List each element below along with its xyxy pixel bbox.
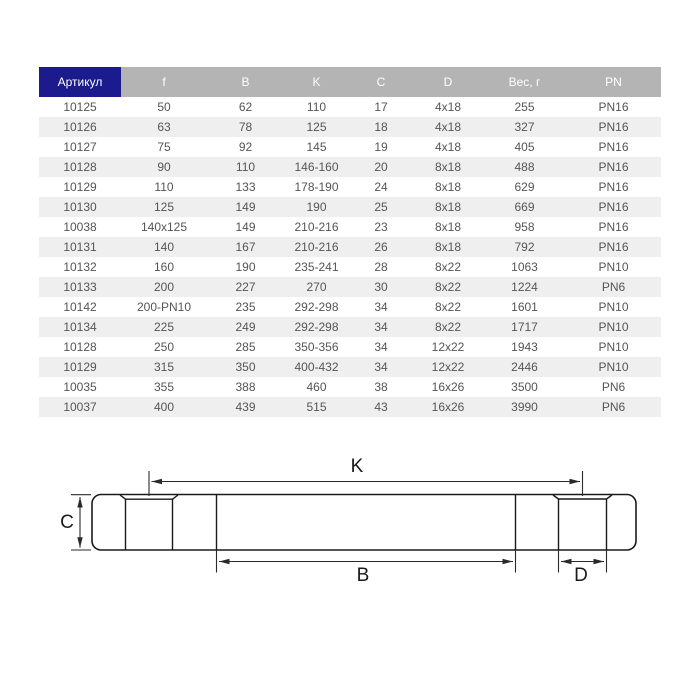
table-cell: 8x18 — [434, 160, 462, 174]
table-cell: 10125 — [63, 100, 97, 114]
table-row — [39, 117, 661, 137]
table-row — [39, 297, 661, 317]
table-cell: 327 — [514, 120, 535, 134]
table-cell: 1224 — [511, 280, 538, 294]
table-cell: 8x18 — [434, 220, 462, 234]
table-cell: 34 — [374, 360, 388, 374]
dimension-B-label: B — [356, 565, 370, 586]
table-row — [39, 217, 661, 237]
column-header-c: C — [349, 67, 413, 97]
table-cell: 10130 — [63, 200, 97, 214]
table-row — [39, 337, 661, 357]
table-cell: 25 — [374, 200, 388, 214]
table-cell: 18 — [374, 120, 388, 134]
column-header-вес-г: Вес, г — [483, 67, 566, 97]
table-cell: 4x18 — [434, 100, 462, 114]
table-cell: 400-432 — [294, 360, 339, 374]
table-row — [39, 137, 661, 157]
table-cell: 26 — [374, 240, 388, 254]
table-cell: 146-160 — [294, 160, 339, 174]
table-cell: 3990 — [511, 400, 538, 414]
table-cell: 669 — [514, 200, 535, 214]
table-cell: 38 — [374, 380, 388, 394]
table-cell: 34 — [374, 300, 388, 314]
table-cell: 488 — [514, 160, 535, 174]
table-cell: PN6 — [601, 280, 626, 294]
table-cell: PN16 — [598, 240, 629, 254]
table-cell: 10129 — [63, 360, 97, 374]
table-cell: 292-298 — [294, 320, 339, 334]
table-row — [39, 357, 661, 377]
table-cell: 16x26 — [431, 380, 465, 394]
table-cell: 160 — [153, 260, 175, 274]
table-cell: 1717 — [511, 320, 538, 334]
column-header-article: Артикул — [39, 67, 121, 97]
table-cell: 10142 — [63, 300, 97, 314]
table-cell: 110 — [235, 160, 256, 174]
table-row — [39, 197, 661, 217]
table-cell: 17 — [374, 100, 388, 114]
table-row — [39, 317, 661, 337]
table-cell: 200 — [153, 280, 175, 294]
table-cell: 133 — [235, 180, 256, 194]
table-cell: 285 — [235, 340, 256, 354]
table-cell: 125 — [153, 200, 175, 214]
table-header-row — [39, 67, 661, 97]
table-cell: 2446 — [511, 360, 538, 374]
table-cell: 270 — [306, 280, 327, 294]
spec-table — [39, 67, 661, 417]
table-cell: 75 — [157, 140, 171, 154]
table-cell: PN16 — [598, 100, 629, 114]
table-cell: 792 — [514, 240, 535, 254]
table-cell: 8x22 — [434, 280, 462, 294]
table-cell: 43 — [374, 400, 388, 414]
table-cell: 190 — [306, 200, 327, 214]
table-row — [39, 397, 661, 417]
table-cell: PN16 — [598, 220, 629, 234]
dimension-K — [149, 456, 583, 496]
table-cell: 10132 — [63, 260, 97, 274]
table-cell: 235 — [235, 300, 256, 314]
table-cell: PN16 — [598, 120, 629, 134]
table-cell: 439 — [235, 400, 256, 414]
table-cell: 8x22 — [434, 320, 462, 334]
table-cell: 10128 — [63, 340, 97, 354]
table-cell: 315 — [153, 360, 175, 374]
table-cell: 405 — [514, 140, 535, 154]
table-cell: 629 — [514, 180, 535, 194]
table-cell: 8x18 — [434, 200, 462, 214]
table-cell: 20 — [374, 160, 388, 174]
table-cell: 110 — [154, 180, 174, 194]
table-cell: 10128 — [63, 160, 97, 174]
table-cell: 1943 — [511, 340, 538, 354]
table-cell: 63 — [157, 120, 171, 134]
table-cell: 12x22 — [431, 360, 465, 374]
table-cell: 1063 — [511, 260, 538, 274]
column-header-f: f — [121, 67, 207, 97]
table-cell: 225 — [153, 320, 175, 334]
table-cell: 34 — [374, 320, 388, 334]
table-cell: 92 — [238, 140, 253, 154]
table-cell: 4x18 — [434, 120, 462, 134]
table-cell: PN6 — [601, 380, 626, 394]
table-cell: 400 — [153, 400, 175, 414]
table-cell: 178-190 — [294, 180, 339, 194]
table-cell: 167 — [235, 240, 256, 254]
table-cell: 200-PN10 — [136, 300, 192, 314]
table-cell: 50 — [157, 100, 171, 114]
column-header-b: B — [207, 67, 284, 97]
table-cell: 190 — [235, 260, 256, 274]
table-cell: 350-356 — [294, 340, 339, 354]
table-cell: PN16 — [598, 140, 629, 154]
table-cell: 140x125 — [140, 220, 188, 234]
column-header-d: D — [413, 67, 483, 97]
table-cell: 90 — [157, 160, 171, 174]
table-cell: PN10 — [598, 260, 629, 274]
table-cell: 140 — [153, 240, 175, 254]
table-cell: 10133 — [63, 280, 97, 294]
table-cell: 19 — [374, 140, 388, 154]
table-cell: 8x22 — [434, 260, 462, 274]
table-cell: 30 — [374, 280, 388, 294]
table-cell: 16x26 — [431, 400, 465, 414]
table-cell: 1601 — [511, 300, 538, 314]
table-cell: 460 — [306, 380, 327, 394]
table-row — [39, 237, 661, 257]
table-cell: 24 — [374, 180, 388, 194]
table-cell: 10126 — [63, 120, 97, 134]
table-cell: 12x22 — [431, 340, 465, 354]
table-cell: 210-216 — [294, 220, 339, 234]
table-cell: PN16 — [598, 160, 629, 174]
table-row — [39, 277, 661, 297]
column-header-k: K — [284, 67, 349, 97]
table-cell: PN6 — [601, 400, 626, 414]
table-cell: 8x18 — [434, 180, 462, 194]
table-cell: 388 — [235, 380, 256, 394]
table-cell: 62 — [238, 100, 253, 114]
table-row — [39, 377, 661, 397]
table-cell: PN10 — [598, 340, 629, 354]
flange-diagram — [0, 440, 700, 600]
table-cell: 34 — [374, 340, 388, 354]
dimension-C — [60, 495, 91, 550]
table-cell: 78 — [238, 120, 253, 134]
table-cell: 235-241 — [294, 260, 339, 274]
table-cell: 10038 — [63, 220, 97, 234]
dimension-D-label: D — [574, 565, 588, 586]
flange-body — [92, 495, 636, 551]
table-cell: 23 — [374, 220, 388, 234]
table-cell: 149 — [235, 220, 256, 234]
table-cell: 10131 — [63, 240, 97, 254]
table-cell: 515 — [306, 400, 327, 414]
dimension-C-label: C — [60, 512, 74, 533]
dimension-D — [559, 551, 607, 587]
table-cell: 255 — [514, 100, 535, 114]
table-cell: 8x18 — [434, 240, 462, 254]
table-row — [39, 257, 661, 277]
table-cell: 10129 — [63, 180, 97, 194]
table-cell: 28 — [374, 260, 388, 274]
table-cell: 292-298 — [294, 300, 339, 314]
table-row — [39, 157, 661, 177]
column-header-pn: PN — [566, 67, 661, 97]
table-cell: 10035 — [63, 380, 97, 394]
table-cell: 145 — [306, 140, 327, 154]
dimension-B — [217, 551, 516, 587]
table-cell: 250 — [153, 340, 175, 354]
table-cell: 350 — [235, 360, 256, 374]
table-cell: 210-216 — [294, 240, 339, 254]
table-cell: 227 — [235, 280, 256, 294]
table-cell: 3500 — [511, 380, 538, 394]
table-row — [39, 177, 661, 197]
table-cell: PN10 — [598, 360, 629, 374]
table-cell: 10037 — [63, 400, 97, 414]
table-cell: 355 — [153, 380, 175, 394]
table-cell: PN10 — [598, 320, 629, 334]
table-cell: PN16 — [598, 200, 629, 214]
table-cell: 249 — [235, 320, 256, 334]
table-cell: 149 — [235, 200, 256, 214]
table-cell: 110 — [306, 100, 327, 114]
table-cell: 125 — [306, 120, 327, 134]
table-cell: 958 — [514, 220, 535, 234]
dimension-K-label: K — [350, 456, 364, 477]
table-cell: 10127 — [63, 140, 97, 154]
table-body — [39, 97, 661, 417]
table-row — [39, 97, 661, 117]
table-cell: PN16 — [598, 180, 629, 194]
table-cell: 10134 — [63, 320, 97, 334]
table-cell: PN10 — [598, 300, 629, 314]
table-cell: 4x18 — [434, 140, 462, 154]
table-cell: 8x22 — [434, 300, 462, 314]
